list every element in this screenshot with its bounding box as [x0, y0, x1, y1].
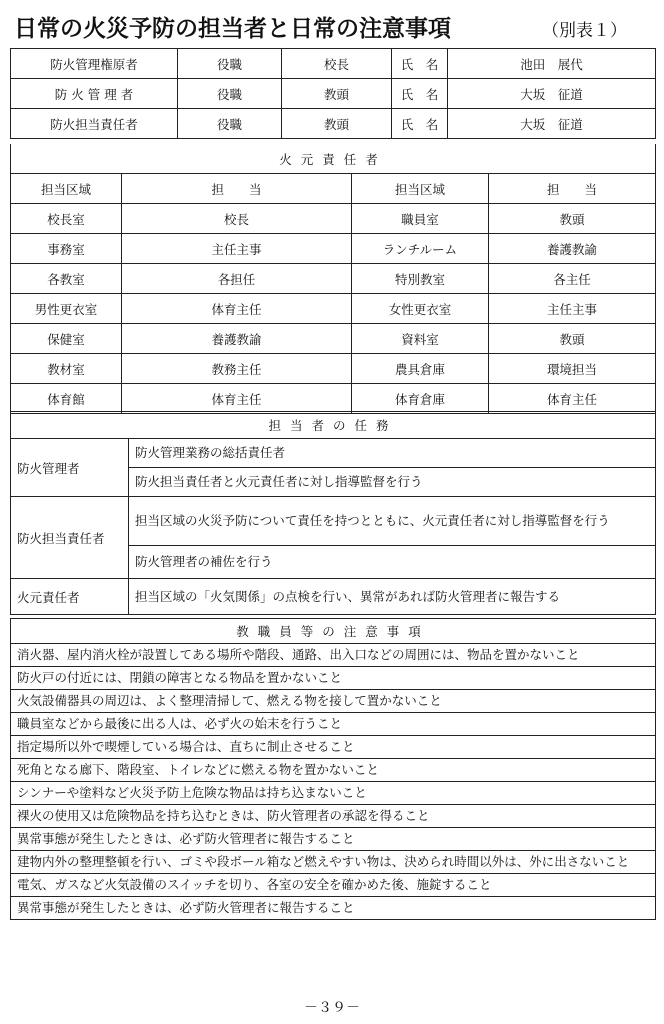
note-item: 防火戸の付近には、閉鎖の障害となる物品を置かないこと [11, 667, 656, 690]
table-row [11, 354, 656, 384]
column-header-row [11, 174, 656, 204]
note-item: 死角となる廊下、階段室、トイレなどに燃える物を置かないこと [11, 759, 656, 782]
fire-source-heading: 火元責任者 [11, 144, 656, 174]
duty-item: 担当区域の「火気関係」の点検を行い、異常があれば防火管理者に報告する [129, 579, 656, 615]
person-cell: 各担任 [122, 264, 352, 294]
note-item: 指定場所以外で喫煙している場合は、直ちに制止させること [11, 736, 656, 759]
area-cell: 各教室 [11, 264, 122, 294]
person-cell: 環境担当 [489, 354, 656, 384]
position-label: 役職 [178, 49, 282, 79]
name-value: 大坂 征道 [448, 79, 656, 109]
note-item: 建物内外の整理整頓を行い、ゴミや段ボール箱など燃えやすい物は、決められ時間以外は、外に出さないこと [11, 851, 656, 874]
duty-item: 防火管理業務の総括責任者 [129, 439, 656, 468]
duty-item: 担当区域の火災予防について責任を持つとともに、火元責任者に対し指導監督を行う [129, 497, 656, 546]
position-value: 教頭 [282, 109, 392, 139]
manager-row [11, 79, 656, 109]
notes-heading: 教職員等の注意事項 [11, 619, 656, 644]
duty-role: 防火担当責任者 [11, 497, 129, 579]
area-cell: 女性更衣室 [352, 294, 489, 324]
area-cell: 農具倉庫 [352, 354, 489, 384]
area-cell: 事務室 [11, 234, 122, 264]
page-number: －３９－ [304, 1000, 360, 1016]
col-person-header: 担 当 [489, 174, 656, 204]
note-item: 異常事態が発生したときは、必ず防火管理者に報告すること [11, 828, 656, 851]
duty-item: 防火担当責任者と火元責任者に対し指導監督を行う [129, 468, 656, 497]
manager-role: 防 火 管 理 者 [11, 79, 178, 109]
person-cell: 教頭 [489, 324, 656, 354]
col-area-header: 担当区域 [11, 174, 122, 204]
manager-role: 防火管理権原者 [11, 49, 178, 79]
name-label: 氏 名 [392, 79, 448, 109]
note-item: 消火器、屋内消火栓が設置してある場所や階段、通路、出入口などの周囲には、物品を置かないこと [11, 644, 656, 667]
note-item: シンナーや塗料など火災予防上危険な物品は持ち込まないこと [11, 782, 656, 805]
fire-source-table [10, 144, 656, 414]
area-cell: 体育館 [11, 384, 122, 414]
duty-row [11, 497, 656, 546]
position-value: 校長 [282, 49, 392, 79]
note-item: 火気設備器具の周辺は、よく整理清掃して、燃える物を接して置かないこと [11, 690, 656, 713]
name-value: 池田 展代 [448, 49, 656, 79]
position-value: 教頭 [282, 79, 392, 109]
table-row [11, 234, 656, 264]
manager-row [11, 109, 656, 139]
area-cell: 資料室 [352, 324, 489, 354]
person-cell: 養護教諭 [489, 234, 656, 264]
person-cell: 体育主任 [489, 384, 656, 414]
area-cell: 校長室 [11, 204, 122, 234]
table-row [11, 264, 656, 294]
duty-role: 火元責任者 [11, 579, 129, 615]
note-item: 職員室などから最後に出る人は、必ず火の始末を行うこと [11, 713, 656, 736]
note-item: 電気、ガスなど火気設備のスイッチを切り、各室の安全を確かめた後、施錠すること [11, 874, 656, 897]
person-cell: 体育主任 [122, 294, 352, 324]
person-cell: 各主任 [489, 264, 656, 294]
manager-role: 防火担当責任者 [11, 109, 178, 139]
duty-item: 防火管理者の補佐を行う [129, 546, 656, 579]
col-person-header: 担 当 [122, 174, 352, 204]
managers-table [10, 48, 656, 139]
note-item: 裸火の使用又は危険物品を持ち込むときは、防火管理者の承認を得ること [11, 805, 656, 828]
table-row [11, 324, 656, 354]
area-cell: 男性更衣室 [11, 294, 122, 324]
duty-row [11, 579, 656, 615]
notes-table [10, 618, 656, 920]
name-value: 大坂 征道 [448, 109, 656, 139]
table-row [11, 204, 656, 234]
area-cell: 体育倉庫 [352, 384, 489, 414]
person-cell: 体育主任 [122, 384, 352, 414]
person-cell: 教務主任 [122, 354, 352, 384]
duty-row [11, 439, 656, 468]
manager-row [11, 49, 656, 79]
note-item: 異常事態が発生したときは、必ず防火管理者に報告すること [11, 897, 656, 920]
appendix-label: （別表１） [542, 21, 627, 41]
area-cell: 教材室 [11, 354, 122, 384]
duties-heading: 担当者の任務 [11, 412, 656, 439]
person-cell: 主任主事 [122, 234, 352, 264]
area-cell: 特別教室 [352, 264, 489, 294]
name-label: 氏 名 [392, 109, 448, 139]
person-cell: 主任主事 [489, 294, 656, 324]
person-cell: 教頭 [489, 204, 656, 234]
area-cell: 職員室 [352, 204, 489, 234]
duty-role: 防火管理者 [11, 439, 129, 497]
duties-table [10, 411, 656, 615]
table-row [11, 294, 656, 324]
name-label: 氏 名 [392, 49, 448, 79]
area-cell: ランチルーム [352, 234, 489, 264]
area-cell: 保健室 [11, 324, 122, 354]
position-label: 役職 [178, 109, 282, 139]
col-area-header: 担当区域 [352, 174, 489, 204]
table-row [11, 384, 656, 414]
person-cell: 養護教諭 [122, 324, 352, 354]
person-cell: 校長 [122, 204, 352, 234]
page-title: 日常の火災予防の担当者と日常の注意事項 [14, 16, 451, 42]
position-label: 役職 [178, 79, 282, 109]
